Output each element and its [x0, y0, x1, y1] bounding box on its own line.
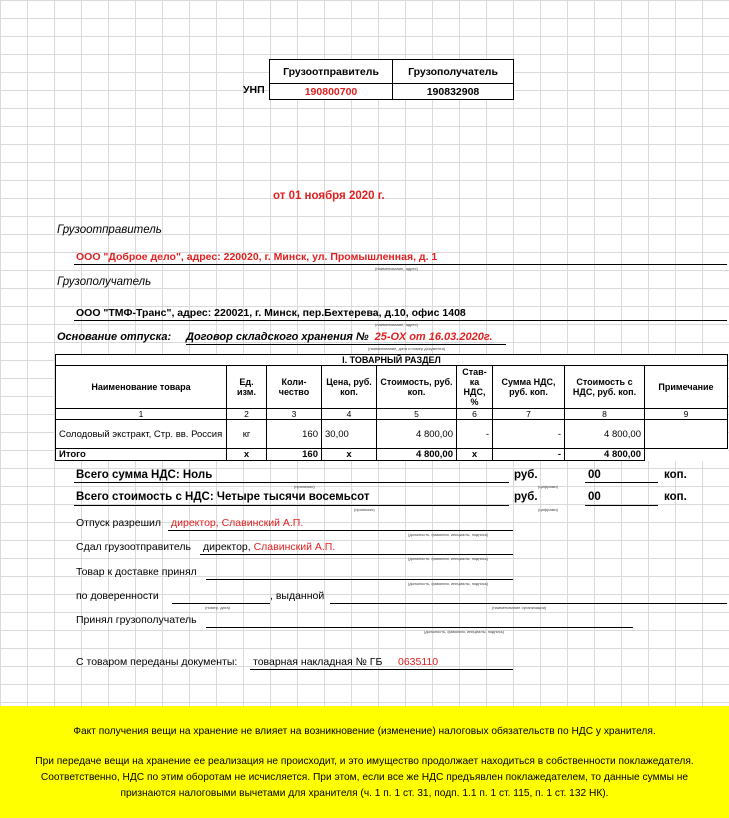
total-price: x	[322, 449, 377, 461]
section-title-row	[56, 355, 728, 366]
col-header-vat-rate: Став-ка НДС, %	[457, 366, 493, 409]
basis-contract-number: 25-ОХ от 16.03.2020г.	[374, 331, 493, 343]
received-label: Принял грузополучатель	[76, 614, 197, 626]
shipper-hint: (наименование, адрес)	[375, 266, 418, 271]
cost-total-hint-words: (прописью)	[354, 507, 375, 512]
basis-value	[186, 331, 493, 343]
released-value: директор, Славинский А.П.	[171, 517, 304, 529]
documents-label: С товаром переданы документы:	[76, 656, 238, 668]
col-header-note: Примечание	[645, 366, 728, 409]
vat-total-kop-value: 00	[588, 469, 601, 481]
col-number: 2	[227, 409, 267, 420]
section-title: I. ТОВАРНЫЙ РАЗДЕЛ	[56, 355, 728, 366]
row-cost: 4 800,00	[377, 420, 457, 449]
total-total: 4 800,00	[565, 449, 645, 461]
unp-shipper-value: 190800700	[269, 83, 393, 100]
unp-consignee-value: 190832908	[392, 83, 514, 100]
vat-total-hint-digits: (цифрами)	[538, 484, 558, 489]
unp-label: УНП	[243, 84, 265, 96]
vat-total-kop: коп.	[664, 469, 687, 481]
cost-total-kop: коп.	[664, 491, 687, 503]
row-name: Солодовый экстракт, Стр. вв. Россия	[56, 420, 227, 449]
col-number: 4	[322, 409, 377, 420]
documents-value: товарная накладная № ГБ	[253, 656, 383, 668]
tax-notice-line-2: При передаче вещи на хранение ее реализация не происходит, и это имущество продолжает находиться в собственности поклажедателя.	[35, 756, 694, 767]
row-price: 30,00	[322, 420, 377, 449]
col-header-qty: Коли-чество	[267, 366, 322, 409]
col-header-vat-sum: Сумма НДС, руб. коп.	[493, 366, 565, 409]
handed-hint: (должность, фамилия, инициалы, подпись)	[408, 556, 489, 561]
col-header-cost: Стоимость, руб. коп.	[377, 366, 457, 409]
released-hint: (должность, фамилия, инициалы, подпись)	[408, 532, 489, 537]
consignee-hint: (наименование, адрес)	[375, 322, 418, 327]
row-note	[645, 420, 728, 449]
row-vat-rate: -	[457, 420, 493, 449]
consignee-label: Грузополучатель	[57, 276, 152, 288]
tax-notice-line-4: признаются налоговыми вычетами для хранителя (ч. 1 п. 1 ст. 31, подп. 1.1 п. 1 ст. 115, п. 1 ст. 132 НК).	[120, 788, 609, 799]
consignee-value: ООО "ТМФ-Транс", адрес: 220021, г. Минск, пер.Бехтерева, д.10, офис 1408	[76, 307, 466, 319]
col-header-unit: Ед. изм.	[227, 366, 267, 409]
col-number: 1	[56, 409, 227, 420]
released-label: Отпуск разрешил	[76, 517, 162, 529]
cost-total-rub: руб.	[514, 491, 538, 503]
total-unit: x	[227, 449, 267, 461]
documents-number: 0635110	[398, 656, 439, 668]
col-header-price: Цена, руб. коп.	[322, 366, 377, 409]
cost-total-label: Всего стоимость с НДС: Четыре тысячи восемьсот	[76, 491, 370, 503]
total-cost: 4 800,00	[377, 449, 457, 461]
row-vat-sum: -	[493, 420, 565, 449]
col-header-total: Стоимость с НДС, руб. коп.	[565, 366, 645, 409]
document-date: от 01 ноября 2020 г.	[273, 190, 385, 202]
shipper-value: ООО "Доброе дело", адрес: 220020, г. Минск, ул. Промышленная, д. 1	[76, 251, 438, 263]
basis-contract: Договор складского хранения №	[186, 331, 369, 343]
col-number: 3	[267, 409, 322, 420]
received-hint: (должность, фамилия, инициалы, подпись)	[424, 629, 505, 634]
col-header-name: Наименование товара	[56, 366, 227, 409]
proxy-issued: , выданной	[270, 590, 325, 602]
total-row	[56, 449, 728, 461]
vat-total-rub: руб.	[514, 469, 538, 481]
shipper-label: Грузоотправитель	[57, 224, 162, 236]
vat-total-hint-words: (прописью)	[294, 484, 315, 489]
col-number: 7	[493, 409, 565, 420]
row-unit: кг	[227, 420, 267, 449]
cost-total-hint-digits: (цифрами)	[538, 507, 558, 512]
total-label: Итого	[56, 449, 227, 461]
vat-total-label: Всего сумма НДС: Ноль	[76, 469, 213, 481]
unp-consignee-header: Грузополучатель	[392, 59, 514, 85]
handed-person: Славинский А.П.	[253, 541, 336, 553]
total-vat-sum: -	[493, 449, 565, 461]
proxy-hint-org: (наименование организации)	[492, 605, 547, 610]
basis-label: Основание отпуска:	[57, 331, 172, 343]
tax-notice	[0, 706, 729, 818]
handed-value	[203, 541, 335, 553]
proxy-hint-number: (номер, дата)	[205, 605, 231, 610]
col-number: 9	[645, 409, 728, 420]
total-qty: 160	[267, 449, 322, 461]
tax-notice-line-3: Соответственно, НДС по этим оборотам не исчисляется. При этом, если все же НДС предъявлен поклажедателем, то данные суммы не	[40, 772, 689, 783]
col-number-row	[56, 409, 728, 420]
goods-table	[55, 354, 728, 461]
table-row	[56, 420, 728, 449]
col-number: 6	[457, 409, 493, 420]
table-header-row	[56, 366, 728, 409]
basis-hint: (наименование, дата и номер документа)	[368, 346, 446, 351]
total-vat-rate: x	[457, 449, 493, 461]
accepted-delivery-hint: (должность, фамилия, инициалы, подпись)	[408, 581, 489, 586]
col-number: 8	[565, 409, 645, 420]
col-number: 5	[377, 409, 457, 420]
unp-shipper-header: Грузоотправитель	[269, 59, 393, 85]
row-total: 4 800,00	[565, 420, 645, 449]
proxy-label: по доверенности	[76, 590, 159, 602]
handed-position: директор,	[203, 541, 251, 553]
row-qty: 160	[267, 420, 322, 449]
cost-total-kop-value: 00	[588, 491, 601, 503]
handed-label: Сдал грузоотправитель	[76, 541, 191, 553]
tax-notice-line-1: Факт получения вещи на хранение не влияет на возникновение (изменение) налоговых обязательств по НДС у хранителя.	[73, 726, 656, 737]
accepted-delivery-label: Товар к доставке принял	[76, 566, 197, 578]
